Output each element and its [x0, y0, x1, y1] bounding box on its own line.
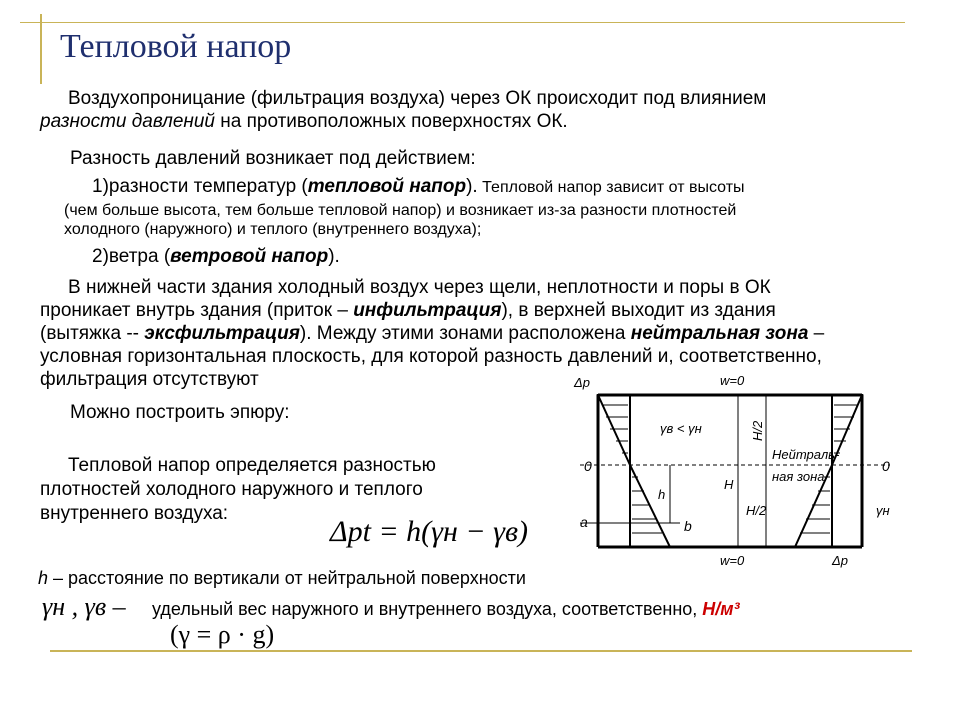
para5-line2: плотностей холодного наружного и теплого — [40, 479, 423, 500]
label-dp-bottom: Δp — [832, 553, 848, 568]
item2-prefix: 2)ветра ( — [92, 246, 171, 267]
item1-bold: тепловой напор — [307, 176, 467, 197]
label-w-bottom: w=0 — [720, 553, 745, 568]
item1-note: Тепловой напор зависит от высоты — [477, 179, 745, 196]
para1-rest: на противоположных поверхностях ОК. — [214, 111, 568, 132]
label-neutral-1: Нейтраль- — [772, 447, 840, 462]
para2-item1 — [92, 176, 745, 198]
item2-bold: ветровой напор — [170, 246, 329, 267]
label-h-full: H — [724, 477, 734, 492]
para5-line1: Тепловой напор определяется разностью — [68, 455, 436, 476]
para3-l3c: ). Между этими зонами расположена — [299, 323, 631, 344]
label-dp-top: Δp — [574, 375, 590, 390]
item1-suffix: ). — [466, 176, 478, 197]
para5-line3: внутреннего воздуха: — [40, 503, 229, 524]
para3-line4: условная горизонтальная плоскость, для которой разность давлений и, соответственно, — [40, 346, 822, 367]
term-infiltration: инфильтрация — [353, 300, 502, 321]
item1-line2: (чем больше высота, тем больше тепловой напор) и возникает из-за разности плотностей — [64, 202, 737, 219]
unit-label: Н/м³ — [702, 599, 740, 619]
def-h-symbol: h — [38, 568, 49, 588]
para3-line2 — [40, 300, 776, 322]
para1-line1: Воздухопроницание (фильтрация воздуха) через ОК происходит под влиянием — [68, 88, 767, 109]
label-gamma-n: γн — [876, 503, 890, 518]
label-h-half-top: H/2 — [750, 420, 765, 441]
decor-bottom-line — [50, 650, 912, 652]
para2-intro: Разность давлений возникает под действием: — [70, 148, 476, 169]
term-exfiltration: эксфильтрация — [144, 323, 300, 344]
item2-suffix: ). — [328, 246, 340, 267]
para3-line3 — [40, 323, 824, 345]
label-gamma-cmp: γв < γн — [660, 421, 702, 436]
para3-l3e: – — [808, 323, 825, 344]
item1-line3: холодного (наружного) и теплого (внутреннего воздуха); — [64, 221, 482, 238]
label-b: b — [684, 518, 692, 534]
gamma-symbols: γн , γв – — [42, 592, 126, 621]
label-a: a — [580, 514, 588, 530]
formula-main: Δpt = h(γн − γв) — [330, 515, 528, 548]
label-w-top: w=0 — [720, 373, 745, 388]
def-h-text: – расстояние по вертикали от нейтральной поверхности — [48, 568, 526, 588]
label-zero-right: 0 — [882, 458, 890, 474]
para3-l2c: ), в верхней выходит из здания — [501, 300, 776, 321]
decor-vertical-line — [40, 14, 42, 84]
para3-line5: фильтрация отсутствуют — [40, 369, 259, 390]
para1-line2 — [40, 111, 568, 133]
label-zero-left: 0 — [584, 458, 592, 474]
label-neutral-2: ная зона — [772, 469, 825, 484]
term-neutral-zone: нейтральная зона — [630, 323, 809, 344]
decor-top-line — [20, 22, 905, 23]
item1-prefix: 1)разности температур ( — [92, 176, 308, 197]
para4-text: Можно построить эпюру: — [70, 402, 290, 423]
page-title: Тепловой напор — [60, 28, 292, 65]
pressure-diagram — [570, 365, 910, 575]
def-h — [38, 567, 526, 589]
para3-l2a: проникает внутрь здания (приток – — [40, 300, 354, 321]
formula-gamma: (γ = ρ · g) — [170, 620, 275, 649]
para2-item2 — [92, 246, 340, 268]
para1-italic: разности давлений — [40, 111, 215, 132]
label-h-small: h — [658, 487, 666, 502]
para3-line1: В нижней части здания холодный воздух через щели, неплотности и поры в ОК — [68, 277, 771, 298]
label-h-half-bottom: H/2 — [746, 503, 767, 518]
def-gamma — [152, 598, 740, 620]
def-gamma-text: удельный вес наружного и внутреннего воздуха, соответственно, — [152, 599, 703, 619]
para3-l3a: (вытяжка -- — [40, 323, 145, 344]
